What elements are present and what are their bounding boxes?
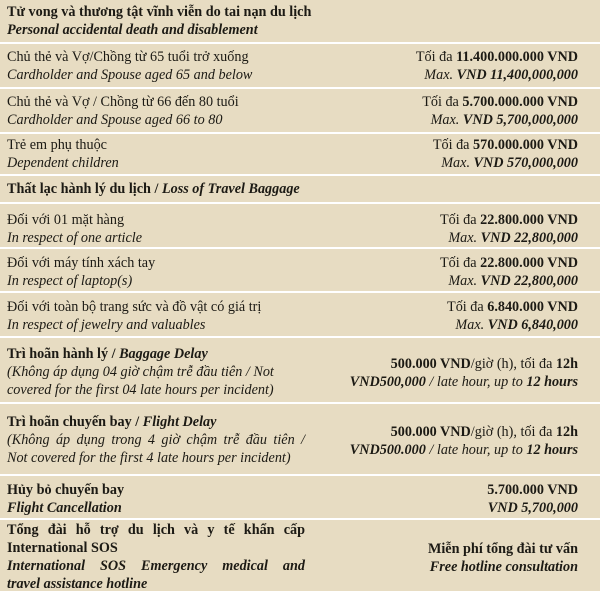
hotline-value-en: Free hotline consultation [429, 559, 578, 575]
flight-delay-rate-max: 12h [555, 424, 578, 440]
row-label-en: Cardholder and Spouse aged 66 to 80 [7, 112, 223, 128]
hotline-row [0, 520, 600, 591]
max-amount-vi: 6.840.000 VND [487, 299, 578, 315]
baggage-delay-rate-mid: /giờ (h), tối đa [470, 356, 556, 372]
max-amount-vi: 570.000.000 VND [473, 137, 578, 153]
max-amount-en: VND 570,000,000 [473, 155, 578, 171]
row-label-vi: Đối với 01 mặt hàng [7, 212, 125, 228]
flight-delay-rate-en-max: 12 hours [526, 442, 578, 458]
max-prefix-en: Max. [455, 317, 488, 333]
max-prefix-vi: Tối đa [432, 137, 474, 153]
row-label-vi: Chủ thẻ và Vợ / Chồng từ 66 đến 80 tuổi [7, 94, 239, 110]
max-prefix-vi: Tối đa [422, 94, 463, 110]
max-amount-vi: 11.400.000.000 VND [456, 49, 578, 65]
flight-delay-title-vi: Trì hoãn chuyến bay / [7, 414, 143, 430]
flight-delay-rate-mid: /giờ (h), tối đa [470, 424, 556, 440]
row-label-vi: Trẻ em phụ thuộc [7, 137, 107, 153]
baggage-section-header [0, 176, 600, 204]
hotline-title-vi: Tổng đài hỗ trợ du lịch và y tế khẩn cấp [7, 522, 305, 538]
row-label-vi: Chủ thẻ và Vợ/Chồng từ 65 tuổi trở xuống [7, 49, 249, 65]
row-label-en: Dependent children [7, 155, 119, 171]
hotline-value-vi: Miễn phí tổng đài tư vấn [427, 541, 578, 557]
row-label-vi: Đối với máy tính xách tay [7, 255, 156, 271]
max-amount-vi: 5.700.000.000 VND [462, 94, 578, 110]
baggage-delay-rate-en-max: 12 hours [526, 374, 578, 390]
max-prefix-en: Max. [441, 155, 474, 171]
max-prefix-vi: Tối đa [447, 299, 488, 315]
hotline-line4: travel assistance hotline [7, 576, 148, 591]
baggage-delay-title-vi: Trì hoãn hành lý / [7, 346, 120, 362]
max-amount-vi: 22.800.000 VND [480, 212, 578, 228]
baggage-delay-title-en: Baggage Delay [119, 346, 208, 362]
max-prefix-vi: Tối đa [439, 255, 481, 271]
flight-delay-note-en: Not covered for the first 4 late hours per incident) [7, 450, 291, 466]
row-label-vi: Đối với toàn bộ trang sức và đồ vật có giá trị [7, 299, 262, 315]
baggage-delay-note-vi: (Không áp dụng 04 giờ chậm trễ đầu tiên / Not [7, 364, 274, 380]
row-label-en: In respect of laptop(s) [7, 273, 133, 289]
flight-delay-note-vi: (Không áp dụng trong 4 giờ chậm trễ đầu tiên / [7, 432, 305, 448]
max-prefix-vi: Tối đa [439, 212, 481, 228]
table-row [0, 89, 600, 134]
max-amount-en: VND 22,800,000 [480, 273, 578, 289]
max-prefix-en: Max. [430, 112, 463, 128]
table-row [0, 134, 600, 176]
flight-delay-rate-en-mid: / late hour, up to [425, 442, 527, 458]
baggage-delay-rate-max: 12h [555, 356, 578, 372]
accident-title-en: Personal accidental death and disablement [7, 22, 258, 38]
hotline-line2: International SOS [7, 540, 118, 556]
flight-delay-rate-en-amount: VND500.000 [349, 442, 426, 458]
hotline-line3: International SOS Emergency medical and [7, 558, 305, 574]
max-amount-vi: 22.800.000 VND [480, 255, 578, 271]
flight-cancellation-row [0, 476, 600, 520]
cancellation-amount-en: VND 5,700,000 [487, 500, 578, 516]
row-label-en: Cardholder and Spouse aged 65 and below [7, 67, 253, 83]
row-label-en: In respect of jewelry and valuables [7, 317, 206, 333]
table-row [0, 44, 600, 89]
cancellation-title-vi: Hủy bỏ chuyến bay [7, 482, 125, 498]
baggage-delay-rate-en-mid: / late hour, up to [425, 374, 527, 390]
table-row [0, 293, 600, 338]
max-amount-en: VND 5,700,000,000 [462, 112, 578, 128]
baggage-title-vi: Thất lạc hành lý du lịch / [7, 181, 162, 197]
max-amount-en: VND 22,800,000 [480, 230, 578, 246]
cancellation-amount-vi: 5.700.000 VND [487, 482, 578, 498]
row-label-en: In respect of one article [7, 230, 143, 246]
cancellation-title-en: Flight Cancellation [7, 500, 122, 516]
baggage-delay-note-en: covered for the first 04 late hours per incident) [7, 382, 274, 398]
max-amount-en: VND 11,400,000,000 [456, 67, 578, 83]
baggage-delay-rate-en-amount: VND500,000 [349, 374, 426, 390]
max-prefix-en: Max. [448, 273, 481, 289]
max-prefix-vi: Tối đa [415, 49, 457, 65]
accident-title-vi: Tử vong và thương tật vĩnh viễn do tai nạn du lịch [7, 4, 312, 20]
baggage-delay-row [0, 338, 600, 404]
max-prefix-en: Max. [448, 230, 481, 246]
accident-section-header [0, 0, 600, 44]
baggage-delay-rate-amount: 500.000 VND [390, 356, 471, 372]
flight-delay-title-en: Flight Delay [142, 414, 217, 430]
baggage-title-en: Loss of Travel Baggage [161, 181, 300, 197]
flight-delay-rate-amount: 500.000 VND [390, 424, 471, 440]
max-amount-en: VND 6,840,000 [487, 317, 578, 333]
table-row [0, 249, 600, 293]
flight-delay-row [0, 404, 600, 476]
table-row [0, 204, 600, 249]
max-prefix-en: Max. [424, 67, 457, 83]
